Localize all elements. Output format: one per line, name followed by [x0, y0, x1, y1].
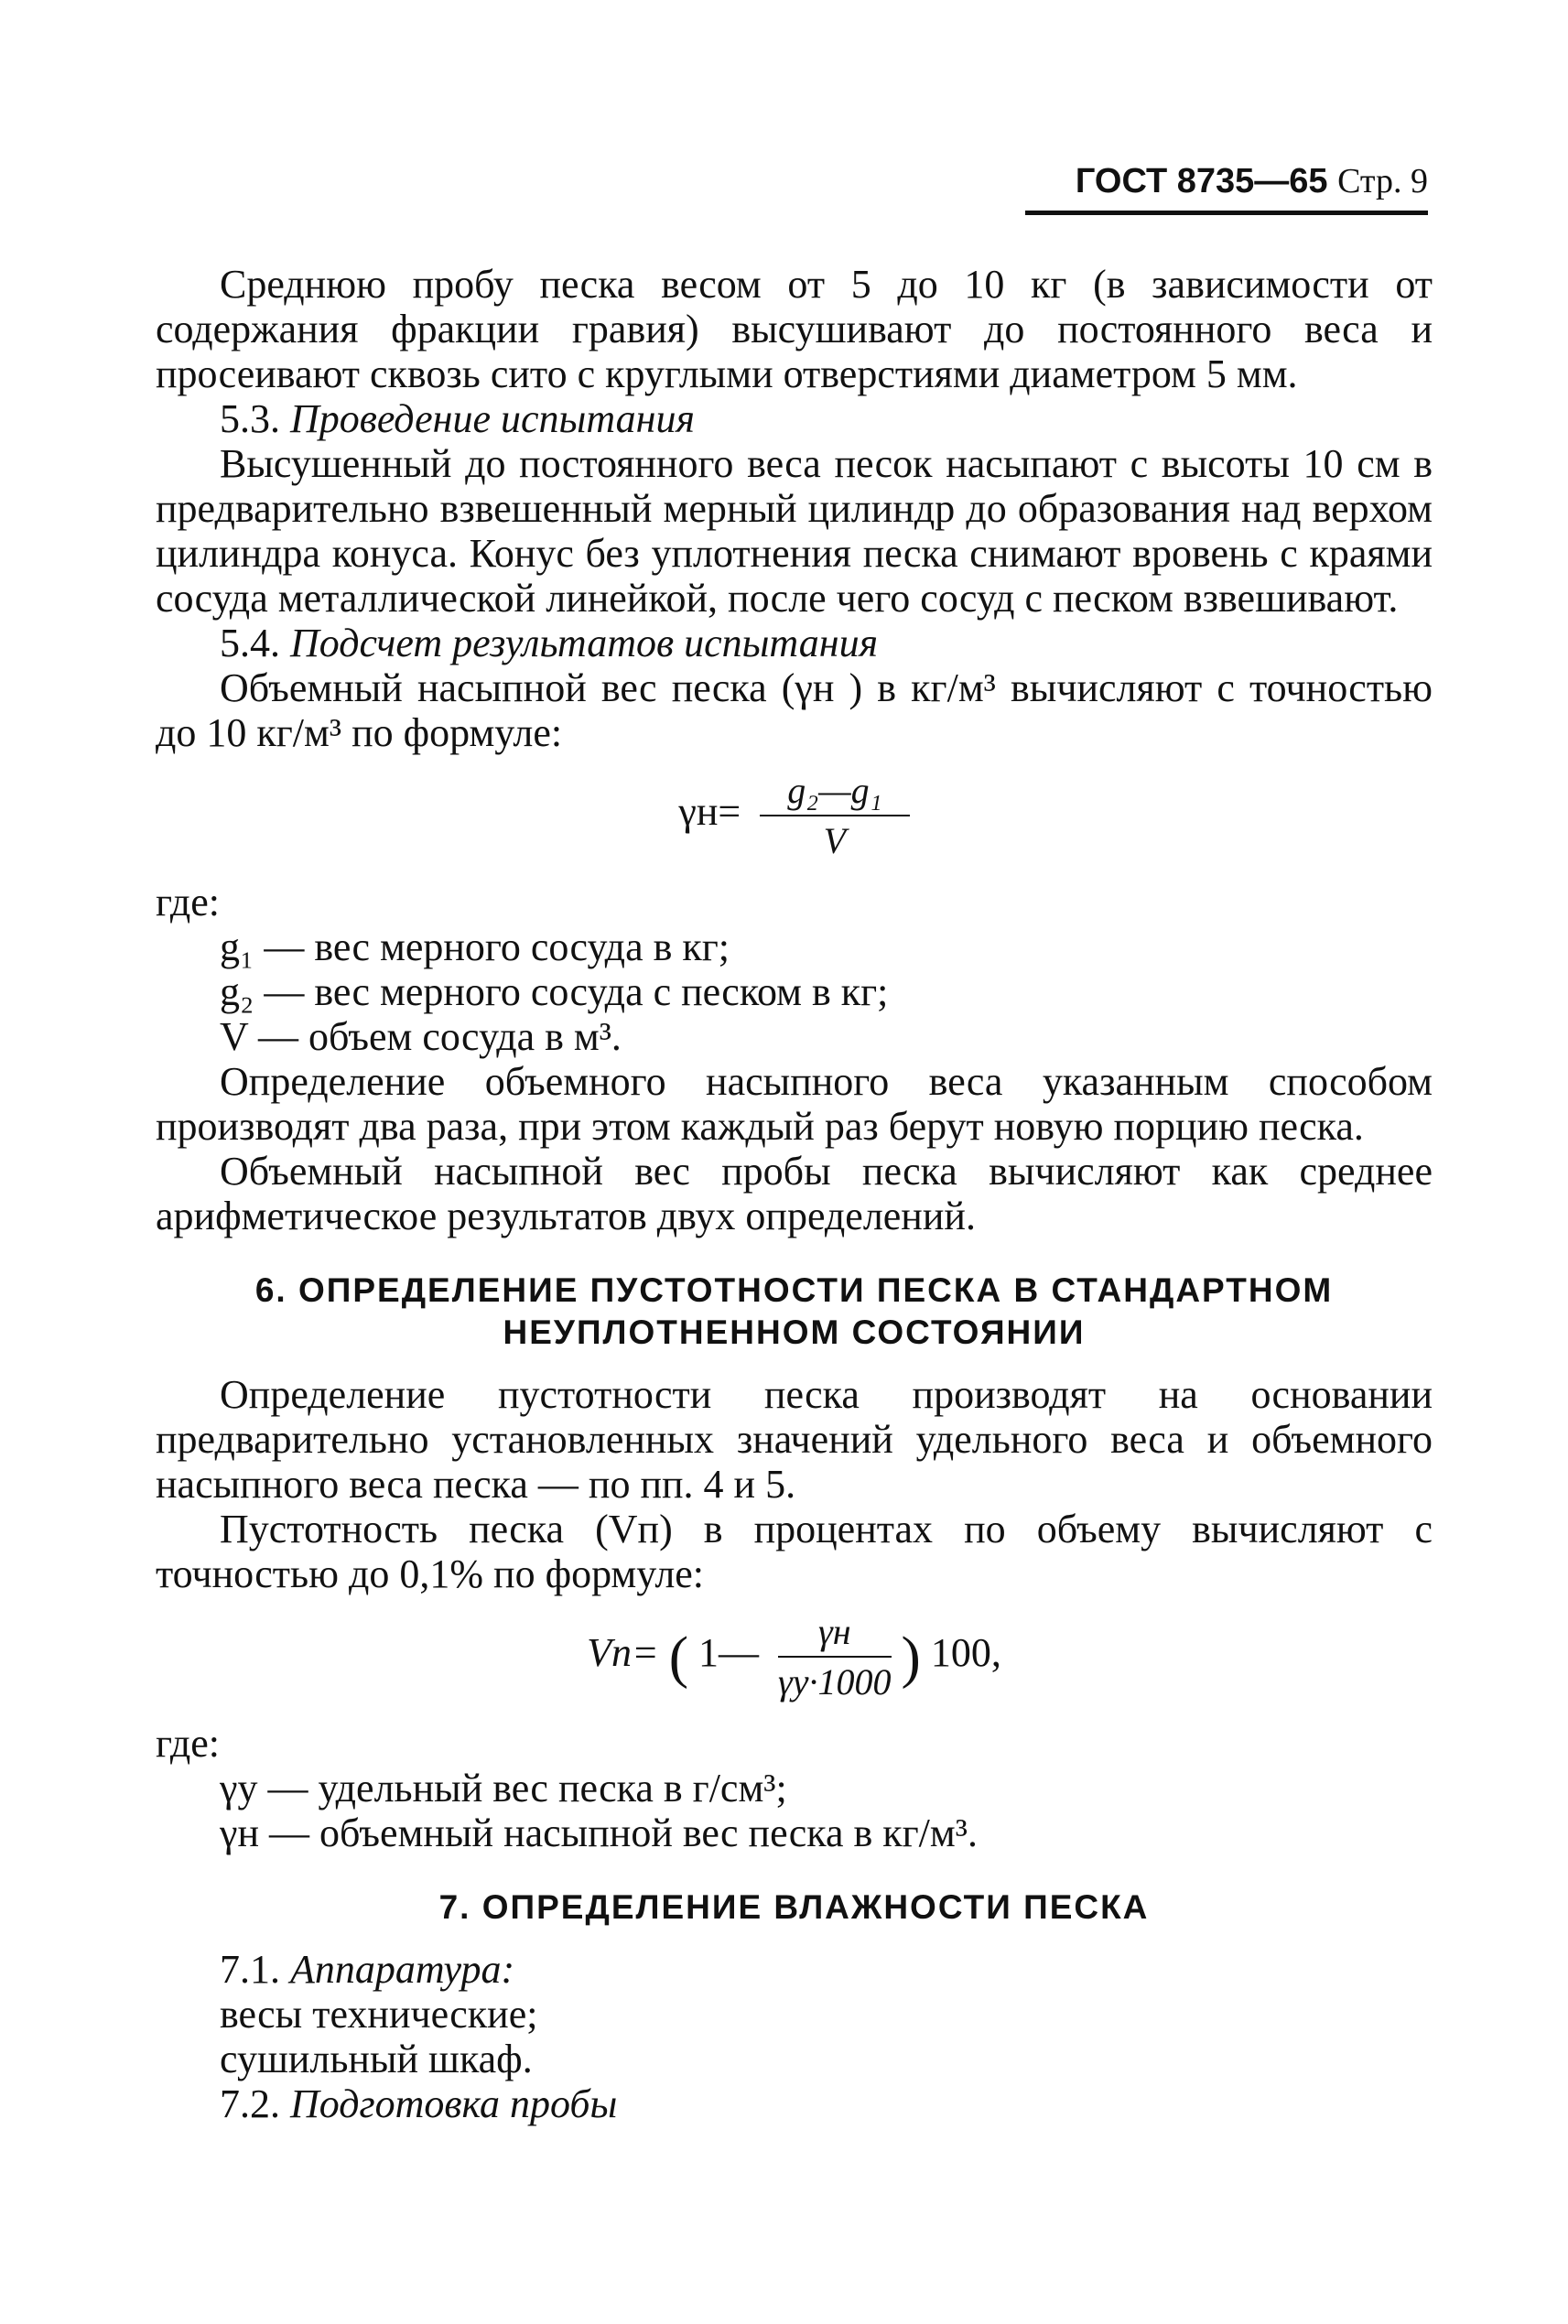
definition-item: γу — удельный вес песка в г/см³;	[220, 1766, 787, 1811]
section-number: 7.2.	[220, 2081, 280, 2126]
paragraph: Объемный насыпной вес пробы песка вычисляют как среднее арифметическое результатов двух определений.	[156, 1149, 1433, 1238]
fraction-denominator: γу·1000	[778, 1661, 892, 1702]
section-number: 7.1.	[220, 1947, 280, 1992]
section-title: Аппаратура:	[290, 1947, 515, 1992]
fraction-numerator: γн	[778, 1609, 892, 1658]
paragraph: Среднюю пробу песка весом от 5 до 10 кг (в зависимости от содержания фракции гравия) высушивают до постоянного веса и просеивают сквозь сито с круглыми отверстиями диаметром 5 мм.	[156, 262, 1433, 396]
heading-line: 6. ОПРЕДЕЛЕНИЕ ПУСТОТНОСТИ ПЕСКА В СТАНДАРТНОМ	[254, 1271, 1334, 1309]
formula-lhs: γн=	[678, 789, 741, 835]
section-title: Подготовка пробы	[290, 2081, 618, 2126]
formula-one: 1—	[698, 1630, 760, 1676]
paragraph: Высушенный до постоянного веса песок насыпают с высоты 10 см в предварительно взвешенный мерный цилиндр до образования над верхом цилиндра конуса. Конус без уплотнения песка снимают вровень с краями сосуда металлической линейкой, после чего сосуд с песком взвешивают.	[156, 441, 1433, 621]
definition-item: V — объем сосуда в м³.	[220, 1014, 622, 1059]
paragraph: Определение объемного насыпного веса указанным способом производят два раза, при этом каждый раз берут новую порцию песка.	[156, 1059, 1433, 1149]
standard-number: ГОСТ 8735—65	[1075, 162, 1328, 200]
fraction-numerator: g₂—g₁	[760, 768, 909, 816]
formula-fraction	[778, 1609, 892, 1704]
paragraph: Определение пустотности песка производят на основании предварительно установленных значений удельного веса и объемного насыпного веса песка — по пп. 4 и 5.	[156, 1372, 1433, 1507]
document-body	[156, 262, 1433, 2126]
fraction-denominator: V	[823, 820, 847, 861]
section-title: Проведение испытания	[290, 396, 695, 441]
section-7-heading: 7. ОПРЕДЕЛЕНИЕ ВЛАЖНОСТИ ПЕСКА	[438, 1888, 1150, 1926]
definitions-list	[156, 1766, 1433, 1855]
section-5-3	[156, 396, 1433, 441]
page-header	[1025, 161, 1428, 215]
definition-item: g₁ — вес мерного сосуда в кг;	[220, 924, 730, 969]
close-paren: )	[901, 1624, 921, 1690]
formula-tail: 100,	[930, 1630, 1001, 1676]
section-6-heading	[156, 1270, 1433, 1354]
open-paren: (	[668, 1624, 689, 1690]
paragraph: Объемный насыпной вес песка (γн ) в кг/м³ вычисляют с точностью до 10 кг/м³ по формуле:	[156, 665, 1433, 755]
page-number: Стр. 9	[1337, 162, 1428, 200]
definition-item: g₂ — вес мерного сосуда с песком в кг;	[220, 969, 889, 1014]
formula-voidness	[156, 1609, 1433, 1704]
paragraph: Пустотность песка (Vп) в процентах по объему вычисляют с точностью до 0,1% по формуле:	[156, 1507, 1433, 1596]
where-label: где:	[156, 1721, 220, 1766]
section-number: 5.4.	[220, 621, 280, 665]
formula-lhs: Vп=	[587, 1630, 659, 1676]
formula-bulk-density	[156, 768, 1433, 863]
where-label: где:	[156, 880, 220, 924]
section-number: 5.3.	[220, 396, 280, 441]
list-item: сушильный шкаф.	[220, 2037, 533, 2081]
heading-line: НЕУПЛОТНЕННОМ СОСТОЯНИИ	[503, 1313, 1086, 1351]
definition-item: γн — объемный насыпной вес песка в кг/м³.	[220, 1811, 978, 1855]
section-7-1	[156, 1947, 1433, 1992]
section-7-2	[156, 2081, 1433, 2126]
section-5-4	[156, 621, 1433, 665]
formula-fraction	[760, 768, 909, 863]
list-item: весы технические;	[220, 1992, 538, 2037]
definitions-list	[156, 924, 1433, 1059]
section-title: Подсчет результатов испытания	[290, 621, 879, 665]
